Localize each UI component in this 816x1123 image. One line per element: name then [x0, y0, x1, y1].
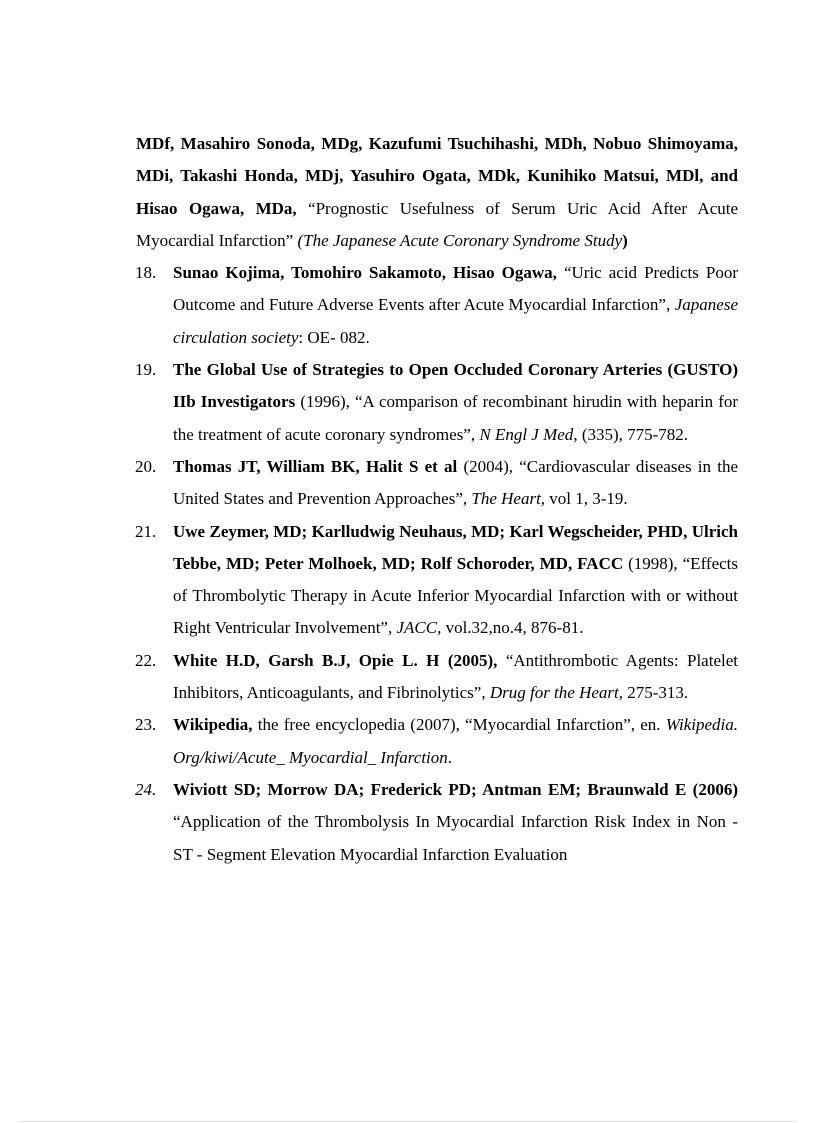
ref-authors: Uwe Zeymer, MD; Karlludwig Neuhaus, MD; Karl Wegscheider, PHD, Ulrich Tebbe, MD; Peter Molhoek, MD; Rolf Schoroder, MD, FACC [173, 521, 738, 573]
ref-year: (1996), [300, 392, 350, 412]
ref-authors: Wikipedia, [173, 715, 253, 735]
reference-18 [136, 257, 738, 354]
ref-source: Wikipedia. Org/kiwi/Acute_ Myocardial_ Infarction [173, 715, 739, 767]
reference-21 [136, 516, 738, 645]
ref-title: “Effects of Thrombolytic Therapy in Acute Inferior Myocardial Infarction with or without Right Ventricular Involvement”, [173, 553, 739, 638]
ref-title: the free encyclopedia (2007), “Myocardial Infarction”, en. [257, 715, 661, 735]
ref-paren-close: ) [622, 230, 628, 250]
ref-tail: , (335), 775-782. [573, 424, 689, 444]
reference-19 [136, 354, 738, 451]
ref-tail: 275-313. [627, 683, 689, 703]
ref-authors: Thomas JT, William BK, Halit S et al [173, 456, 458, 476]
ref-source: Japanese circulation society [173, 295, 739, 347]
ref-title: “Cardiovascular diseases in the United States and Prevention Approaches”, [173, 456, 738, 509]
ref-title: “Uric acid Predicts Poor Outcome and Future Adverse Events after Acute Myocardial Infarction”, [173, 263, 739, 315]
ref-year: (1998), [628, 553, 678, 573]
ref-source: N Engl J Med [479, 424, 574, 444]
reference-20 [136, 451, 738, 516]
ref-journal: The Japanese Acute Coronary Syndrome Study [303, 230, 623, 250]
ref-title: “A comparison of recombinant hirudin with heparin for the treatment of acute coronary syndromes”, [173, 392, 739, 444]
ref-year: (2004), [463, 456, 514, 476]
ref-authors: Wiviott SD; Morrow DA; Frederick PD; Antman EM; Braunwald E (2006) [173, 779, 738, 799]
ref-title: “Application of the Thrombolysis In Myocardial Infarction Risk Index in Non - ST - Segment Elevation Myocardial Infarction Evaluation [173, 812, 738, 864]
ref-authors: MDf, Masahiro Sonoda, MDg, Kazufumi Tsuchihashi, MDh, Nobuo Shimoyama, MDi, Takashi Honda, MDj, Yasuhiro Ogata, MDk, Kunihiko Matsui, MDl, and Hisao Ogawa, MDa, [136, 134, 738, 218]
ref-number: 21. [135, 521, 157, 541]
reference-list [136, 128, 738, 871]
ref-source: JACC [396, 618, 438, 638]
ref-tail: , vol 1, 3-19. [540, 489, 628, 509]
ref-source: The Heart [471, 489, 541, 509]
ref-title: “Antithrombotic Agents: Platelet Inhibitors, Anticoagulants, and Fibrinolytics”, [173, 650, 738, 703]
ref-tail: . [447, 747, 453, 767]
ref-number: 24. [135, 779, 157, 799]
reference-22 [136, 645, 738, 710]
ref-number: 18. [135, 263, 157, 283]
ref-authors: White H.D, Garsh B.J, Opie L. H (2005), [173, 650, 498, 670]
ref-number: 23. [135, 715, 157, 735]
ref-number: 20. [135, 456, 157, 476]
ref-number: 19. [135, 360, 157, 380]
ref-title: “Prognostic Usefulness of Serum Uric Acid After Acute Myocardial Infarction” [136, 198, 739, 250]
ref-tail: , vol.32,no.4, 876-81. [437, 618, 584, 638]
ref-authors: The Global Use of Strategies to Open Occluded Coronary Arteries (GUSTO) IIb Investigators [173, 360, 738, 412]
ref-authors: Sunao Kojima, Tomohiro Sakamoto, Hisao Ogawa, [173, 263, 557, 283]
ref-tail: : OE- 082. [298, 327, 370, 347]
reference-17-continuation [136, 128, 738, 257]
page-bottom-divider [20, 1121, 796, 1122]
ref-source: Drug for the Heart, [489, 683, 623, 703]
ref-paren-open: ( [297, 230, 304, 250]
reference-23 [136, 709, 738, 774]
ref-number: 22. [135, 650, 157, 670]
reference-24 [136, 774, 738, 871]
